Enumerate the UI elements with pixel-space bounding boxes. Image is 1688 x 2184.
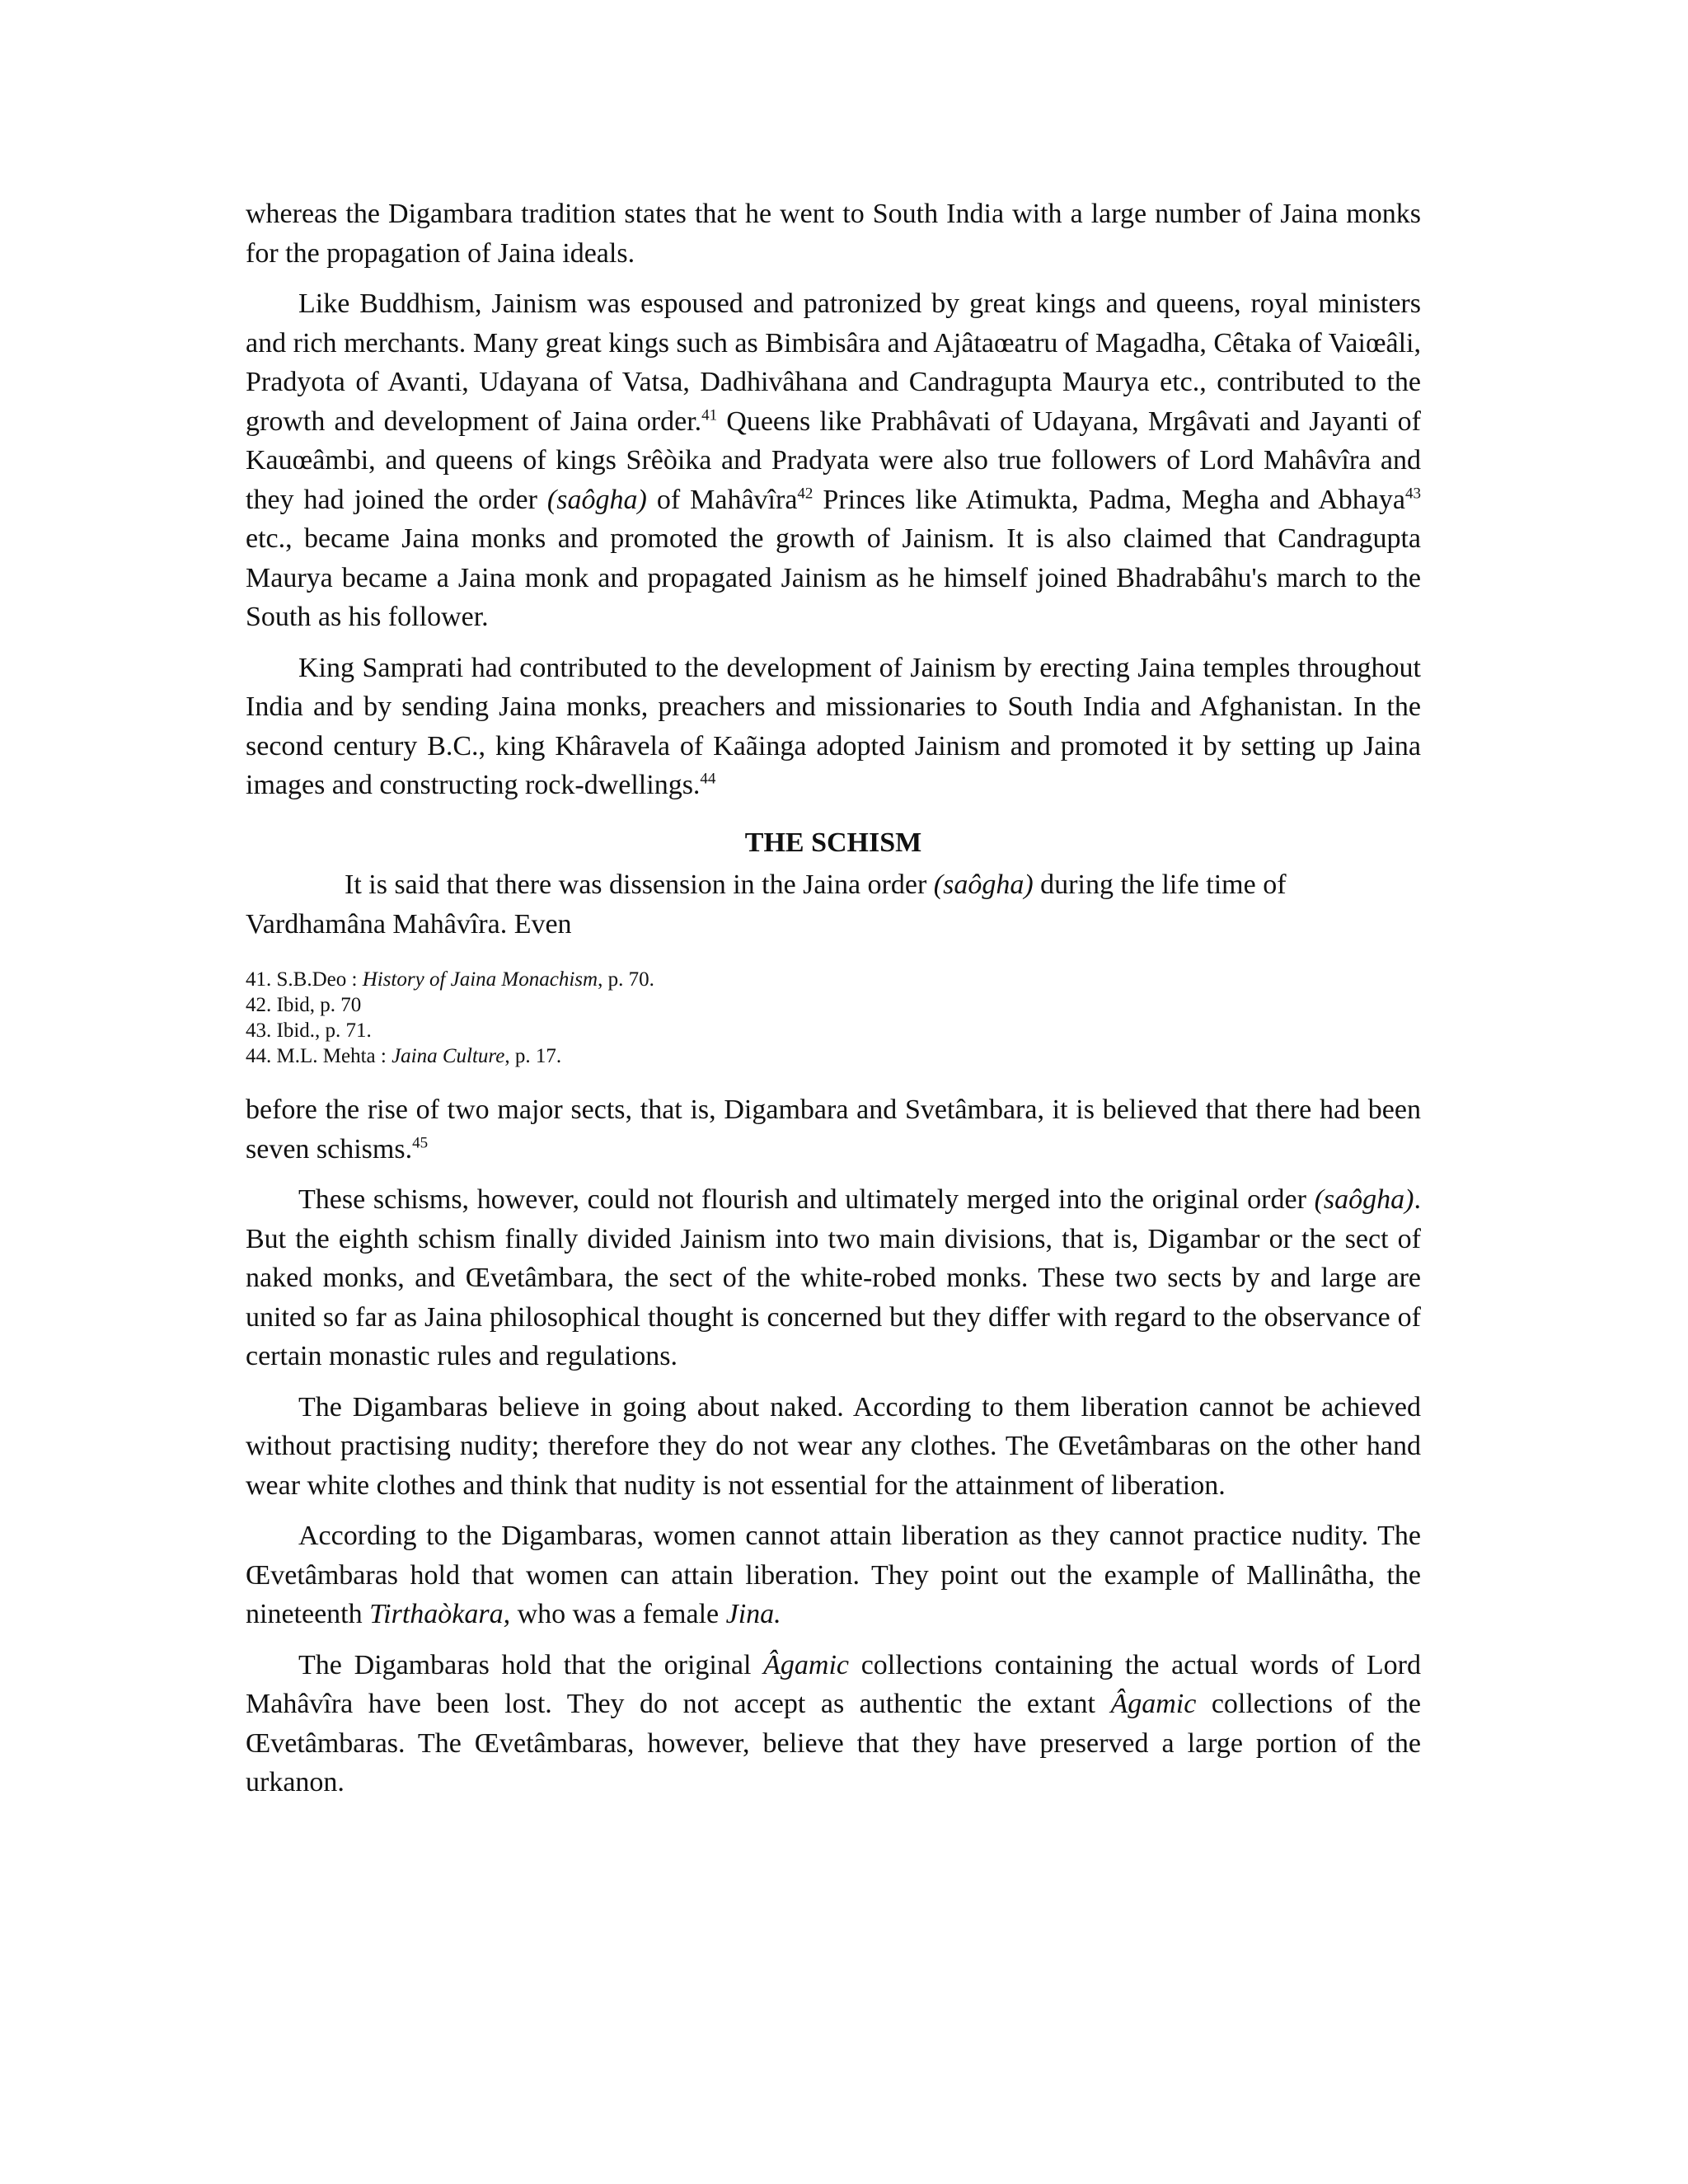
footnote-42: 42. Ibid, p. 70 [246, 994, 362, 1016]
paragraph-8 [246, 1516, 1421, 1634]
p9-italic-agamic-1: Âgamic [763, 1649, 849, 1680]
paragraph-2 [246, 284, 1421, 637]
paragraph-6 [246, 1180, 1421, 1376]
p9-text-b: collections containing the actual words of Lord Mahâvîra have been lost. They do not accept as authentic the extant [246, 1649, 1421, 1719]
section-heading: THE SCHISM [744, 827, 922, 858]
footnotes [246, 967, 1421, 1069]
p9-text-c: collections of the Œvetâmbaras. The Œvetâmbaras, however, believe that they have preserved a large portion of the urkanon. [246, 1689, 1421, 1797]
p4-text-b: during the life time of Vardhamâna Mahâvîra. Even [246, 869, 1287, 940]
p8-italic-tirthankara: Tirthaòkara, [369, 1599, 511, 1629]
p8-italic-jina: Jina. [725, 1599, 781, 1629]
p2-text-a: Like Buddhism, Jainism was espoused and patronized by great kings and queens, royal ministers and rich merchants. Many great kings such as Bimbisâra and Ajâtaœatru of Magadha, Cêtaka of Vaiœâli, Pradyota of Avanti, Udayana of Vatsa, Dadhivâhana and Candragupta Maurya etc., contributed to the growth and development of Jaina order. [246, 288, 1421, 437]
footnote-41-text: 41. S.B.Deo : [246, 968, 363, 991]
p2-text-d: Princes like Atimukta, Padma, Megha and Abhaya [813, 484, 1405, 515]
p2-text-c: of Mahâvîra [646, 484, 798, 515]
p2-text-b: Queens like Prabhâvati of Udayana, Mrgâvati and Jayanti of Kauœâmbi, and queens of kings Srêòika and Pradyata were also true followers of Lord Mahâvîra and they had joined the order [246, 405, 1421, 515]
p9-text-a: The Digambaras hold that the original [298, 1649, 764, 1680]
p9-italic-agamic-2: Âgamic [1110, 1689, 1197, 1719]
footnote-44 [246, 1043, 1421, 1069]
paragraph-5 [246, 1090, 1421, 1169]
paragraph-3 [246, 649, 1421, 805]
footnote-41 [246, 967, 1421, 992]
footnote-41-page: , p. 70. [598, 968, 654, 991]
p5-text: before the rise of two major sects, that is, Digambara and Svetâmbara, it is believed that there had been seven schisms. [246, 1094, 1421, 1165]
footnote-ref-45: 45 [412, 1134, 429, 1152]
p6-text-a: These schisms, however, could not flourish and ultimately merged into the original order [298, 1184, 1315, 1215]
p6-italic-sangha: (saôgha) [1314, 1184, 1414, 1215]
footnote-ref-43: 43 [1405, 485, 1421, 503]
p8-text-a: According to the Digambaras, women cannot attain liberation as they cannot practice nudity. The Œvetâmbaras hold that women can attain liberation. They point out the example of Mallinâtha, the nineteenth [246, 1521, 1421, 1629]
paragraph-4 [246, 865, 1421, 944]
footnote-44-page: , p. 17. [504, 1045, 562, 1067]
paragraph-9 [246, 1646, 1421, 1802]
p6-text-b: . But the eighth schism finally divided Jainism into two main divisions, that is, Digambar or the sect of naked monks, and Œvetâmbara, the sect of the white-robed monks. These two sects by and large are united so far as Jaina philosophical thought is concerned but they differ with regard to the observance of certain monastic rules and regulations. [246, 1184, 1421, 1371]
p8-text-b: who was a female [510, 1599, 726, 1629]
p4-italic-sangha: (saôgha) [933, 869, 1034, 900]
paragraph-1: whereas the Digambara tradition states that he went to South India with a large number of Jaina monks for the propagation of Jaina ideals. [246, 199, 1421, 269]
footnote-41-title: History of Jaina Monachism [362, 968, 598, 991]
footnote-ref-44: 44 [700, 770, 716, 788]
footnote-ref-42: 42 [797, 485, 814, 503]
footnote-44-title: Jaina Culture [392, 1045, 505, 1067]
p4-text-a: It is said that there was dissension in the Jaina order [345, 869, 934, 900]
footnote-43: 43. Ibid., p. 71. [246, 1019, 372, 1042]
document-page [246, 194, 1421, 1802]
footnote-44-text: 44. M.L. Mehta : [246, 1045, 392, 1067]
footnote-ref-41: 41 [701, 406, 718, 424]
p2-italic-sangha: (saôgha) [546, 484, 647, 515]
paragraph-7: The Digambaras believe in going about naked. According to them liberation cannot be achieved without practising nudity; therefore they do not wear any clothes. The Œvetâmbaras on the other hand wear white clothes and think that nudity is not essential for the attainment of liberation. [246, 1391, 1421, 1501]
p2-text-e: etc., became Jaina monks and promoted the growth of Jainism. It is also claimed that Candragupta Maurya became a Jaina monk and propagated Jainism as he himself joined Bhadrabâhu's march to the South as his follower. [246, 523, 1421, 632]
p3-text: King Samprati had contributed to the development of Jainism by erecting Jaina temples throughout India and by sending Jaina monks, preachers and missionaries to South India and Afghanistan. In the second century B.C., king Khâravela of Kaãinga adopted Jainism and promoted it by setting up Jaina images and constructing rock-dwellings. [246, 652, 1421, 800]
